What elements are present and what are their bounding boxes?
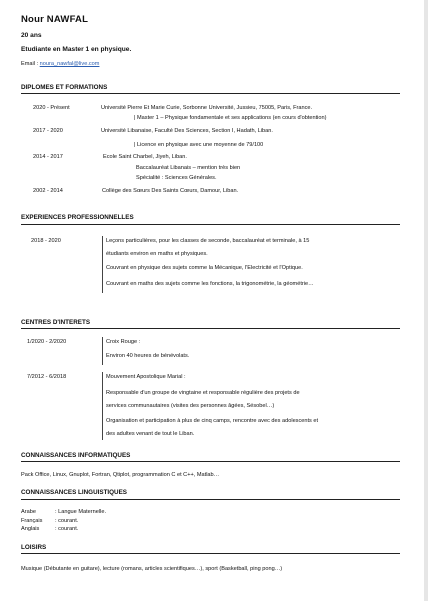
interest-line: Mouvement Apostolique Marial : xyxy=(106,374,186,380)
interest-line: Responsable d'un groupe de vingtaine et responsable régulière des projets de xyxy=(106,390,300,396)
language-name: Arabe xyxy=(21,509,36,515)
experience-line: Couvrant en maths des sujets comme les fonctions, la trigonométrie, la géométrie… xyxy=(106,281,314,287)
entry-divider xyxy=(102,337,103,365)
entry-divider xyxy=(102,236,103,293)
candidate-age: 20 ans xyxy=(21,32,42,39)
experience-date: 2018 - 2020 xyxy=(31,238,61,244)
section-title-education: DIPLOMES ET FORMATIONS xyxy=(21,84,108,91)
experience-line: étudiants environ en maths et physiques. xyxy=(106,251,208,257)
email-line xyxy=(21,61,99,67)
section-title-experience: EXPERIENCES PROFESSIONNELLES xyxy=(21,214,134,221)
it-skills-text: Pack Office, Linux, Gnuplot, Fortran, Qtiplot, programmation C et C++, Matlab… xyxy=(21,472,220,478)
page-edge-shadow xyxy=(424,0,428,601)
language-level: : courant. xyxy=(55,526,79,532)
education-date: 2017 - 2020 xyxy=(33,128,63,134)
section-rule xyxy=(21,224,400,225)
entry-divider xyxy=(102,372,103,440)
education-line: Baccalauréat Libanais – mention très bien xyxy=(136,165,241,171)
interest-date: 1/2020 - 2/2020 xyxy=(27,339,67,345)
section-rule xyxy=(21,499,400,500)
education-line: Collège des Sœurs Des Saints Cœurs, Damour, Liban. xyxy=(102,188,239,194)
interest-line: services communautaires (visites des personnes âgées, Sésobel…) xyxy=(106,403,275,409)
interest-date: 7/2012 - 6/2018 xyxy=(27,374,67,380)
education-date: 2020 - Présent xyxy=(33,105,70,111)
interest-line: Organisation et participation à plus de cinq camps, rencontre avec des adolescents et xyxy=(106,418,319,424)
interest-line: Environ 40 heures de bénévolats. xyxy=(106,353,190,359)
education-line: | Master 1 – Physique fondamentale et ses applications (en cours d'obtention) xyxy=(134,115,327,121)
hobbies-text: Musique (Débutante en guitare), lecture (romans, articles scientifiques…), sport (Basketball, ping pong…) xyxy=(21,566,283,572)
education-line: Ecole Saint Charbel, Jiyeh, Liban. xyxy=(103,154,187,160)
language-level: : Langue Maternelle. xyxy=(55,509,106,515)
section-rule xyxy=(21,328,400,329)
candidate-status: Etudiante en Master 1 en physique. xyxy=(21,46,132,53)
section-title-it-skills: CONNAISSANCES INFORMATIQUES xyxy=(21,452,131,459)
language-name: Anglais xyxy=(21,526,40,532)
candidate-name: Nour NAWFAL xyxy=(21,14,89,25)
section-title-languages: CONNAISSANCES LINGUISTIQUES xyxy=(21,489,128,496)
education-line: Université Pierre Et Marie Curie, Sorbonne Université, Jussieu, 75005, Paris, France. xyxy=(101,105,313,111)
section-rule xyxy=(21,553,400,554)
experience-line: Leçons particulières, pour les classes de seconde, baccalauréat et terminale, à 15 xyxy=(106,238,310,244)
education-date: 2014 - 2017 xyxy=(33,154,63,160)
language-level: : courant. xyxy=(55,518,79,524)
section-title-hobbies: LOISIRS xyxy=(21,544,47,551)
interest-line: des adultes venant de tout le Liban. xyxy=(106,431,195,437)
email-label: Email : xyxy=(21,61,39,67)
education-line: Spécialité : Sciences Générales. xyxy=(136,175,217,181)
education-line: | Licence en physique avec une moyenne de 79/100 xyxy=(134,142,264,148)
email-link[interactable]: noura_nawfal@live.com xyxy=(39,61,100,67)
section-rule xyxy=(21,93,400,94)
language-name: Français xyxy=(21,518,43,524)
section-rule xyxy=(21,461,400,462)
interest-line: Croix Rouge : xyxy=(106,339,141,345)
education-date: 2002 - 2014 xyxy=(33,188,63,194)
section-title-interests: CENTRES D'INTERETS xyxy=(21,319,91,326)
education-line: Université Libanaise, Faculté Des Sciences, Section I, Hadath, Liban. xyxy=(101,128,273,134)
experience-line: Couvrant en physique des sujets comme la Mécanique, l'Electricité et l'Optique. xyxy=(106,265,303,271)
